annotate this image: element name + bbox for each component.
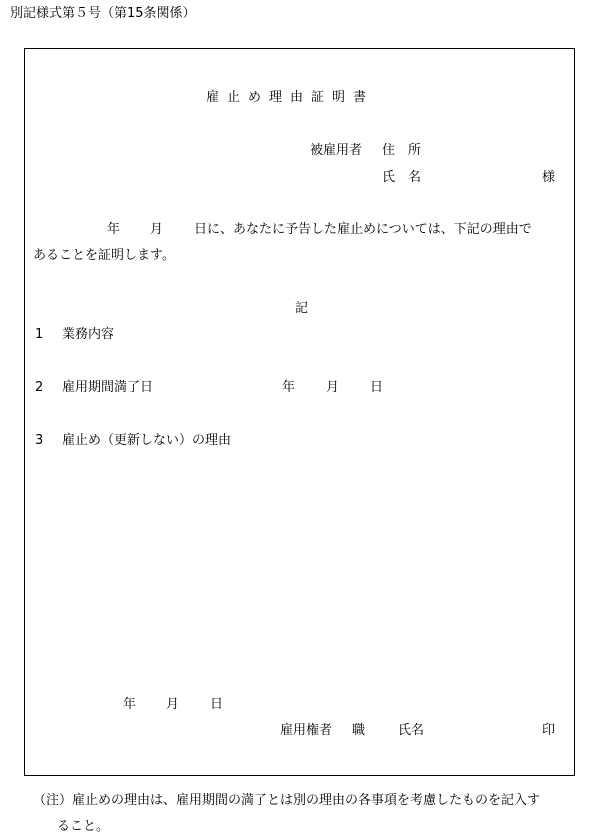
item2-day: 日: [370, 380, 384, 395]
note-line-2: ること。: [57, 819, 110, 834]
body-date-month: 月: [150, 222, 164, 237]
item3-number: 3: [35, 433, 44, 448]
employee-label: 被雇用者: [310, 143, 363, 158]
employer-label: 雇用権者: [280, 723, 333, 738]
seal-mark: 印: [542, 723, 556, 738]
sign-month: 月: [166, 697, 180, 712]
body-line-1: 日に、あなたに予告した雇止めについては、下記の理由で: [194, 222, 532, 237]
item2-year: 年: [282, 380, 296, 395]
honorific: 様: [542, 170, 556, 185]
name-label: 氏 名: [382, 170, 422, 185]
item1-label: 業務内容: [62, 327, 115, 342]
document-title: 雇止め理由証明書: [206, 90, 375, 105]
address-label: 住 所: [382, 143, 422, 158]
sign-day: 日: [210, 697, 224, 712]
body-date-year: 年: [107, 222, 121, 237]
body-line-2: あることを証明します。: [33, 248, 175, 263]
item2-month: 月: [326, 380, 340, 395]
item1-number: 1: [35, 327, 44, 342]
employer-name-label: 氏名: [398, 723, 425, 738]
item2-number: 2: [35, 380, 44, 395]
ki-heading: 記: [295, 301, 309, 316]
note-line-1: （注）雇止めの理由は、雇用期間の満了とは別の理由の各事項を考慮したものを記入す: [33, 793, 541, 808]
position-label: 職: [352, 723, 366, 738]
item2-label: 雇用期間満了日: [62, 380, 154, 395]
certificate-frame: [24, 48, 575, 776]
form-label: 別記様式第５号（第15条関係）: [10, 6, 196, 21]
sign-year: 年: [123, 697, 137, 712]
item3-label: 雇止め（更新しない）の理由: [62, 433, 232, 448]
